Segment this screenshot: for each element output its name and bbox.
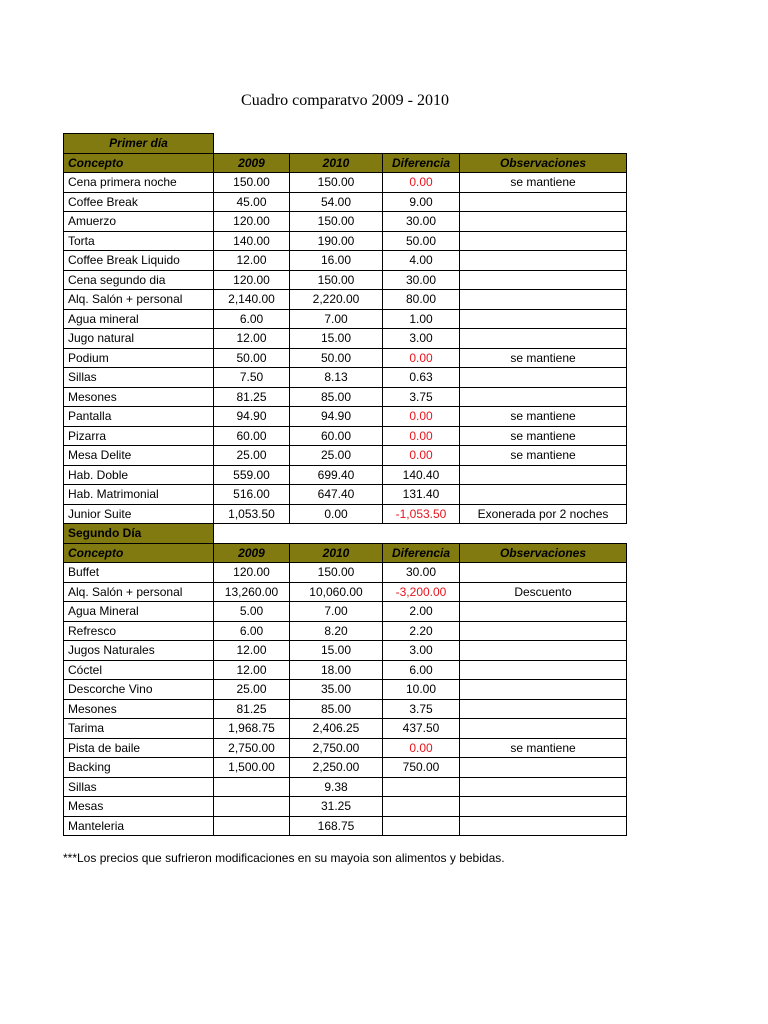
observaciones-cell: se mantiene — [460, 348, 627, 368]
empty-cell — [383, 524, 460, 544]
observaciones-cell — [460, 797, 627, 817]
observaciones-cell — [460, 251, 627, 271]
concept-cell: Podium — [64, 348, 214, 368]
y2010-cell: 15.00 — [290, 329, 383, 349]
diferencia-cell: 3.00 — [383, 641, 460, 661]
concept-cell: Alq. Salón + personal — [64, 290, 214, 310]
observaciones-cell — [460, 270, 627, 290]
y2009-cell: 81.25 — [214, 387, 290, 407]
y2009-cell: 50.00 — [214, 348, 290, 368]
y2010-cell: 8.20 — [290, 621, 383, 641]
table-row — [64, 212, 627, 232]
column-header: 2010 — [290, 543, 383, 563]
table-row — [64, 446, 627, 466]
y2010-cell: 647.40 — [290, 485, 383, 505]
concept-cell: Mesa Delite — [64, 446, 214, 466]
concept-cell: Agua Mineral — [64, 602, 214, 622]
diferencia-cell: 3.75 — [383, 699, 460, 719]
concept-cell: Jugos Naturales — [64, 641, 214, 661]
y2009-cell: 1,053.50 — [214, 504, 290, 524]
observaciones-cell — [460, 816, 627, 836]
concept-cell: Cena primera noche — [64, 173, 214, 193]
diferencia-cell: 437.50 — [383, 719, 460, 739]
diferencia-cell: 30.00 — [383, 563, 460, 583]
table-row — [64, 426, 627, 446]
y2009-cell: 12.00 — [214, 329, 290, 349]
table-row — [64, 485, 627, 505]
observaciones-cell — [460, 563, 627, 583]
table-row — [64, 504, 627, 524]
column-header: 2010 — [290, 153, 383, 173]
y2009-cell: 559.00 — [214, 465, 290, 485]
observaciones-cell — [460, 368, 627, 388]
y2009-cell: 1,500.00 — [214, 758, 290, 778]
observaciones-cell — [460, 192, 627, 212]
concept-cell: Tarima — [64, 719, 214, 739]
y2009-cell: 7.50 — [214, 368, 290, 388]
y2010-cell: 7.00 — [290, 602, 383, 622]
table-row — [64, 816, 627, 836]
diferencia-cell: 50.00 — [383, 231, 460, 251]
y2009-cell: 120.00 — [214, 270, 290, 290]
y2010-cell: 150.00 — [290, 270, 383, 290]
y2009-cell — [214, 816, 290, 836]
diferencia-cell — [383, 816, 460, 836]
observaciones-cell — [460, 719, 627, 739]
table-row — [64, 192, 627, 212]
column-header-row — [64, 543, 627, 563]
diferencia-cell: 1.00 — [383, 309, 460, 329]
column-header: Observaciones — [460, 153, 627, 173]
diferencia-cell: 0.00 — [383, 426, 460, 446]
diferencia-cell: 0.00 — [383, 446, 460, 466]
concept-cell: Mesones — [64, 387, 214, 407]
table-row — [64, 309, 627, 329]
y2010-cell: 16.00 — [290, 251, 383, 271]
footnote: ***Los precios que sufrieron modificaciones en su mayoia son alimentos y bebidas. — [63, 851, 505, 865]
diferencia-cell: 2.00 — [383, 602, 460, 622]
y2010-cell: 2,220.00 — [290, 290, 383, 310]
concept-cell: Hab. Matrimonial — [64, 485, 214, 505]
section-label-row — [64, 524, 627, 544]
concept-cell: Refresco — [64, 621, 214, 641]
observaciones-cell: se mantiene — [460, 407, 627, 427]
diferencia-cell: 750.00 — [383, 758, 460, 778]
y2010-cell: 94.90 — [290, 407, 383, 427]
diferencia-cell: 4.00 — [383, 251, 460, 271]
concept-cell: Coffee Break — [64, 192, 214, 212]
concept-cell: Sillas — [64, 368, 214, 388]
y2010-cell: 8.13 — [290, 368, 383, 388]
y2009-cell: 81.25 — [214, 699, 290, 719]
diferencia-cell: 0.00 — [383, 738, 460, 758]
observaciones-cell — [460, 641, 627, 661]
empty-cell — [460, 134, 627, 154]
diferencia-cell: 9.00 — [383, 192, 460, 212]
column-header: 2009 — [214, 153, 290, 173]
y2009-cell: 516.00 — [214, 485, 290, 505]
observaciones-cell — [460, 212, 627, 232]
comparison-table-body — [64, 134, 627, 836]
y2010-cell: 18.00 — [290, 660, 383, 680]
table-row — [64, 621, 627, 641]
y2009-cell: 1,968.75 — [214, 719, 290, 739]
diferencia-cell: 30.00 — [383, 270, 460, 290]
y2009-cell — [214, 777, 290, 797]
column-header: Diferencia — [383, 153, 460, 173]
y2009-cell: 150.00 — [214, 173, 290, 193]
observaciones-cell — [460, 758, 627, 778]
observaciones-cell — [460, 621, 627, 641]
y2010-cell: 699.40 — [290, 465, 383, 485]
y2010-cell: 15.00 — [290, 641, 383, 661]
diferencia-cell: 2.20 — [383, 621, 460, 641]
y2009-cell: 13,260.00 — [214, 582, 290, 602]
y2009-cell: 12.00 — [214, 641, 290, 661]
y2009-cell: 2,750.00 — [214, 738, 290, 758]
observaciones-cell: se mantiene — [460, 738, 627, 758]
concept-cell: Buffet — [64, 563, 214, 583]
column-header: Concepto — [64, 543, 214, 563]
y2010-cell: 10,060.00 — [290, 582, 383, 602]
column-header: Concepto — [64, 153, 214, 173]
y2009-cell: 6.00 — [214, 621, 290, 641]
y2009-cell: 120.00 — [214, 563, 290, 583]
table-row — [64, 348, 627, 368]
y2010-cell: 150.00 — [290, 563, 383, 583]
concept-cell: Cóctel — [64, 660, 214, 680]
y2009-cell: 12.00 — [214, 660, 290, 680]
table-row — [64, 368, 627, 388]
diferencia-cell: 0.00 — [383, 173, 460, 193]
diferencia-cell: -3,200.00 — [383, 582, 460, 602]
concept-cell: Amuerzo — [64, 212, 214, 232]
y2010-cell: 31.25 — [290, 797, 383, 817]
y2009-cell: 2,140.00 — [214, 290, 290, 310]
table-row — [64, 231, 627, 251]
observaciones-cell — [460, 290, 627, 310]
empty-cell — [290, 134, 383, 154]
concept-cell: Pizarra — [64, 426, 214, 446]
y2010-cell: 50.00 — [290, 348, 383, 368]
y2009-cell — [214, 797, 290, 817]
observaciones-cell — [460, 231, 627, 251]
table-row — [64, 777, 627, 797]
y2009-cell: 60.00 — [214, 426, 290, 446]
concept-cell: Cena segundo dia — [64, 270, 214, 290]
diferencia-cell: 140.40 — [383, 465, 460, 485]
concept-cell: Torta — [64, 231, 214, 251]
table-row — [64, 660, 627, 680]
diferencia-cell: -1,053.50 — [383, 504, 460, 524]
y2009-cell: 45.00 — [214, 192, 290, 212]
table-row — [64, 602, 627, 622]
concept-cell: Jugo natural — [64, 329, 214, 349]
table-row — [64, 582, 627, 602]
y2010-cell: 7.00 — [290, 309, 383, 329]
observaciones-cell: se mantiene — [460, 173, 627, 193]
diferencia-cell: 3.00 — [383, 329, 460, 349]
column-header: 2009 — [214, 543, 290, 563]
table-row — [64, 719, 627, 739]
table-row — [64, 797, 627, 817]
diferencia-cell: 10.00 — [383, 680, 460, 700]
empty-cell — [460, 524, 627, 544]
diferencia-cell: 0.00 — [383, 348, 460, 368]
y2010-cell: 35.00 — [290, 680, 383, 700]
diferencia-cell: 3.75 — [383, 387, 460, 407]
observaciones-cell — [460, 465, 627, 485]
y2010-cell: 150.00 — [290, 173, 383, 193]
observaciones-cell — [460, 680, 627, 700]
observaciones-cell — [460, 777, 627, 797]
empty-cell — [383, 134, 460, 154]
y2009-cell: 5.00 — [214, 602, 290, 622]
table-row — [64, 173, 627, 193]
observaciones-cell — [460, 485, 627, 505]
comparison-table — [63, 133, 627, 836]
table-row — [64, 465, 627, 485]
y2010-cell: 54.00 — [290, 192, 383, 212]
table-row — [64, 699, 627, 719]
empty-cell — [214, 134, 290, 154]
column-header-row — [64, 153, 627, 173]
diferencia-cell — [383, 797, 460, 817]
diferencia-cell — [383, 777, 460, 797]
concept-cell: Manteleria — [64, 816, 214, 836]
diferencia-cell: 80.00 — [383, 290, 460, 310]
y2010-cell: 2,406.25 — [290, 719, 383, 739]
observaciones-cell — [460, 329, 627, 349]
observaciones-cell: se mantiene — [460, 426, 627, 446]
y2010-cell: 60.00 — [290, 426, 383, 446]
concept-cell: Sillas — [64, 777, 214, 797]
y2009-cell: 12.00 — [214, 251, 290, 271]
y2010-cell: 85.00 — [290, 699, 383, 719]
section-label: Primer día — [64, 134, 214, 154]
diferencia-cell: 6.00 — [383, 660, 460, 680]
table-row — [64, 680, 627, 700]
observaciones-cell — [460, 309, 627, 329]
concept-cell: Mesas — [64, 797, 214, 817]
section-label-row — [64, 134, 627, 154]
y2009-cell: 140.00 — [214, 231, 290, 251]
empty-cell — [214, 524, 290, 544]
observaciones-cell — [460, 602, 627, 622]
table-row — [64, 290, 627, 310]
concept-cell: Pantalla — [64, 407, 214, 427]
concept-cell: Coffee Break Liquido — [64, 251, 214, 271]
y2010-cell: 85.00 — [290, 387, 383, 407]
table-row — [64, 758, 627, 778]
table-row — [64, 563, 627, 583]
y2009-cell: 25.00 — [214, 680, 290, 700]
concept-cell: Backing — [64, 758, 214, 778]
y2009-cell: 25.00 — [214, 446, 290, 466]
diferencia-cell: 0.63 — [383, 368, 460, 388]
y2010-cell: 190.00 — [290, 231, 383, 251]
observaciones-cell: Descuento — [460, 582, 627, 602]
empty-cell — [290, 524, 383, 544]
diferencia-cell: 0.00 — [383, 407, 460, 427]
table-row — [64, 407, 627, 427]
concept-cell: Alq. Salón + personal — [64, 582, 214, 602]
section-label: Segundo Día — [64, 524, 214, 544]
y2010-cell: 2,250.00 — [290, 758, 383, 778]
concept-cell: Descorche Vino — [64, 680, 214, 700]
concept-cell: Junior Suite — [64, 504, 214, 524]
y2010-cell: 2,750.00 — [290, 738, 383, 758]
document-title: Cuadro comparatvo 2009 - 2010 — [241, 92, 449, 109]
y2010-cell: 168.75 — [290, 816, 383, 836]
concept-cell: Agua mineral — [64, 309, 214, 329]
column-header: Observaciones — [460, 543, 627, 563]
observaciones-cell — [460, 660, 627, 680]
y2009-cell: 94.90 — [214, 407, 290, 427]
concept-cell: Mesones — [64, 699, 214, 719]
table-row — [64, 641, 627, 661]
diferencia-cell: 131.40 — [383, 485, 460, 505]
observaciones-cell — [460, 387, 627, 407]
diferencia-cell: 30.00 — [383, 212, 460, 232]
y2009-cell: 6.00 — [214, 309, 290, 329]
table-row — [64, 329, 627, 349]
y2010-cell: 150.00 — [290, 212, 383, 232]
y2010-cell: 0.00 — [290, 504, 383, 524]
observaciones-cell: Exonerada por 2 noches — [460, 504, 627, 524]
observaciones-cell: se mantiene — [460, 446, 627, 466]
table-row — [64, 251, 627, 271]
table-row — [64, 270, 627, 290]
concept-cell: Pista de baile — [64, 738, 214, 758]
y2010-cell: 9.38 — [290, 777, 383, 797]
table-row — [64, 738, 627, 758]
column-header: Diferencia — [383, 543, 460, 563]
y2010-cell: 25.00 — [290, 446, 383, 466]
table-row — [64, 387, 627, 407]
y2009-cell: 120.00 — [214, 212, 290, 232]
concept-cell: Hab. Doble — [64, 465, 214, 485]
observaciones-cell — [460, 699, 627, 719]
